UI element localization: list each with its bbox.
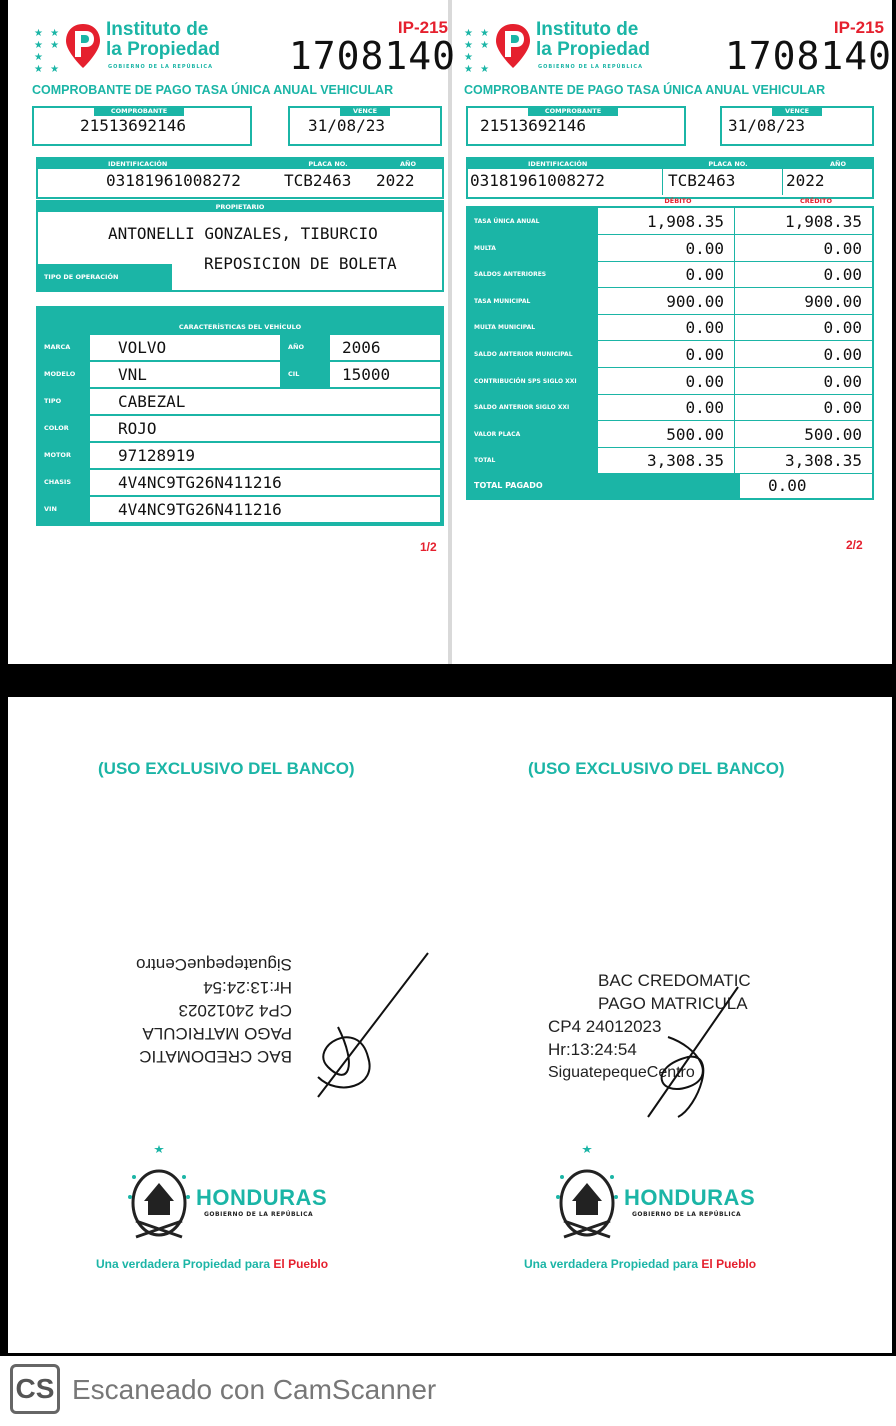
- amount-credito: 0.00: [823, 318, 862, 337]
- identificacion-value: 03181961008272: [106, 171, 241, 190]
- vehicle-row-label: CHASIS: [38, 469, 88, 496]
- honduras-brand-right: HONDURAS GOBIERNO DE LA REPÚBLICA: [546, 1141, 806, 1251]
- amount-credito: 0.00: [823, 239, 862, 258]
- amount-row-label: VALOR PLACA: [468, 421, 598, 448]
- comprobante-box: COMPROBANTE 21513692146: [32, 106, 252, 146]
- total-pagado-label: TOTAL PAGADO: [468, 474, 740, 498]
- propietario-value: ANTONELLI GONZALES, TIBURCIO: [108, 224, 378, 243]
- amount-debito: 0.00: [685, 345, 724, 364]
- vence-box: VENCE 31/08/23: [720, 106, 874, 146]
- amount-credito: 0.00: [823, 372, 862, 391]
- comprobante-value: 21513692146: [480, 116, 586, 135]
- amount-row-line: [598, 340, 872, 341]
- amount-debito: 1,908.35: [646, 212, 724, 231]
- receipt-front: [8, 0, 892, 664]
- amount-debito: 500.00: [666, 425, 724, 444]
- amount-debito: 0.00: [685, 239, 724, 258]
- signature-right: [628, 977, 748, 1127]
- page-indicator: 1/2: [420, 540, 437, 554]
- amount-row-line: [598, 367, 872, 368]
- vehicle-cil-value: 15000: [342, 365, 391, 384]
- slip-left: [8, 0, 456, 664]
- receipt-number: 1708140: [288, 34, 456, 78]
- amount-credito: 3,308.35: [784, 451, 862, 470]
- amount-row-label: SALDO ANTERIOR MUNICIPAL: [468, 341, 598, 368]
- identificacion-value: 03181961008272: [470, 171, 605, 190]
- ip-logo: [34, 18, 224, 78]
- signature-left: [298, 947, 438, 1107]
- coat-of-arms-icon: [552, 1141, 622, 1251]
- stars-icon: ★ ★ ★ ★ ★ ★ ★: [464, 28, 492, 75]
- anio-value: 2022: [376, 171, 415, 190]
- amounts-table: DÉBITO CRÉDITO TASA ÚNICA ANUAL 1,908.35 1,908.35 MULTA 0.00 0.00 SALDOS ANTERIORES 0.00 0.00 TASA MUNICIPAL 900.00 900.00 MULTA MUNICIPAL 0.00 0.00 SALDO ANTERIOR MUNICIPAL 0.00 0.00 CONTRIBUCIÓN SPS SIGLO XXI 0.00 0.00 SALDO ANTERIOR SIGLO XXI 0.00 0.00 VALOR PLACA 500.00 500.00 TOTAL 3,308.35 3,308.35 TOTAL PAGADO 0.00: [466, 206, 874, 500]
- amount-row-line: [598, 420, 872, 421]
- slogan-right: Una verdadera Propiedad para El Pueblo: [524, 1257, 757, 1271]
- amount-debito: 0.00: [685, 372, 724, 391]
- amount-credito: 900.00: [804, 292, 862, 311]
- amount-credito: 0.00: [823, 265, 862, 284]
- amount-row-line: [598, 261, 872, 262]
- vehicle-row-label: VIN: [38, 496, 88, 523]
- amount-row-line: [598, 394, 872, 395]
- vence-box: VENCE 31/08/23: [288, 106, 442, 146]
- camscanner-text: Escaneado con CamScanner: [72, 1374, 437, 1405]
- vehicle-row-value: 97128919: [118, 446, 196, 465]
- comprobante-value: 21513692146: [80, 116, 186, 135]
- gov-label: GOBIERNO DE LA REPÚBLICA: [538, 64, 643, 70]
- amount-debito: 0.00: [685, 318, 724, 337]
- vehicle-row-value: 4V4NC9TG26N411216: [118, 473, 282, 492]
- amount-credito: 0.00: [823, 398, 862, 417]
- gov-label: GOBIERNO DE LA REPÚBLICA: [108, 64, 213, 70]
- vehicle-row-label: TIPO: [38, 388, 88, 415]
- honduras-brand-left: HONDURAS GOBIERNO DE LA REPÚBLICA: [118, 1141, 378, 1251]
- id-box: IDENTIFICACIÓN PLACA NO. AÑO 03181961008272 TCB2463 2022: [466, 157, 874, 199]
- vehicle-row-label: MODELO: [38, 361, 88, 388]
- total-pagado-value: 0.00: [768, 476, 807, 495]
- vehicle-row-value: VOLVO: [118, 338, 167, 357]
- bank-stamp-right: BAC CREDOMATIC PAGO MATRICULA CP4 24012023 Hr:13:24:54 SiguatepequeCentro: [548, 971, 751, 1081]
- institute-name: Instituto de la Propiedad: [536, 19, 651, 60]
- amount-row-label: SALDOS ANTERIORES: [468, 261, 598, 288]
- amount-row-line: [598, 314, 872, 315]
- amount-row-line: [598, 287, 872, 288]
- camscanner-footer: [0, 1356, 896, 1426]
- coat-of-arms-icon: [124, 1141, 194, 1251]
- amount-credito: 0.00: [823, 345, 862, 364]
- amount-debito: 0.00: [685, 265, 724, 284]
- vehicle-row-label: MARCA: [38, 334, 88, 361]
- institute-name: Instituto de la Propiedad: [106, 19, 221, 60]
- stars-icon: ★ ★ ★ ★ ★ ★ ★: [34, 28, 62, 75]
- camscanner-logo-icon: CS: [10, 1364, 60, 1414]
- slip-divider: [448, 0, 452, 664]
- amount-row-line: [598, 447, 872, 448]
- vehicle-row-label: MOTOR: [38, 442, 88, 469]
- bank-only-label-right: (USO EXCLUSIVO DEL BANCO): [528, 759, 785, 778]
- bank-stamp-left: BAC CREDOMATIC PAGO MATRICULA CP4 24012023 Hr:13:24:54 SiguatepequeCentro: [136, 955, 292, 1066]
- form-code: IP-215: [397, 18, 448, 37]
- placa-value: TCB2463: [668, 171, 736, 190]
- vehicle-year-label: AÑO: [282, 334, 328, 361]
- vehicle-year-value: 2006: [342, 338, 381, 357]
- slip-right: [454, 0, 892, 664]
- vehicle-row-value: VNL: [118, 365, 147, 384]
- bank-only-label-left: (USO EXCLUSIVO DEL BANCO): [98, 759, 355, 778]
- amount-row-label: SALDO ANTERIOR SIGLO XXI: [468, 394, 598, 421]
- vence-value: 31/08/23: [728, 116, 806, 135]
- amount-debito: 3,308.35: [646, 451, 724, 470]
- amount-credito: 1,908.35: [784, 212, 862, 231]
- ip-pin-icon: [494, 22, 532, 70]
- vence-value: 31/08/23: [308, 116, 386, 135]
- anio-value: 2022: [786, 171, 825, 190]
- amount-debito: 900.00: [666, 292, 724, 311]
- amount-row-label: TASA MUNICIPAL: [468, 288, 598, 315]
- receipt-title: COMPROBANTE DE PAGO TASA ÚNICA ANUAL VEHICULAR: [32, 83, 394, 97]
- amount-credito: 500.00: [804, 425, 862, 444]
- vehicle-table: CARACTERÍSTICAS DEL VEHÍCULO MARCA VOLVO MODELO VNL TIPO CABEZAL COLOR ROJO MOTOR 97128919 CHASIS 4V4NC9TG26N411216 VIN 4V4NC9TG26N411216 AÑO 2006 CIL 15000: [36, 306, 444, 526]
- ip-logo: [464, 18, 654, 78]
- vehicle-row-value: 4V4NC9TG26N411216: [118, 500, 282, 519]
- vehicle-cil-label: CIL: [282, 361, 328, 388]
- receipt-title: COMPROBANTE DE PAGO TASA ÚNICA ANUAL VEHICULAR: [464, 83, 826, 97]
- vehicle-row-value: ROJO: [118, 419, 157, 438]
- receipt-number: 1708140: [724, 34, 892, 78]
- comprobante-box: COMPROBANTE 21513692146: [466, 106, 686, 146]
- slogan-left: Una verdadera Propiedad para El Pueblo: [96, 1257, 329, 1271]
- receipt-back: [8, 697, 892, 1353]
- vehicle-row-value: CABEZAL: [118, 392, 186, 411]
- amount-row-label: TOTAL: [468, 447, 598, 474]
- amount-row-label: MULTA MUNICIPAL: [468, 314, 598, 341]
- propietario-box: PROPIETARIO ANTONELLI GONZALES, TIBURCIO REPOSICION DE BOLETA TIPO DE OPERACIÓN: [36, 200, 444, 292]
- amount-row-label: MULTA: [468, 235, 598, 262]
- tipo-operacion-value: REPOSICION DE BOLETA: [204, 254, 397, 273]
- placa-value: TCB2463: [284, 171, 352, 190]
- page-indicator: 2/2: [846, 538, 863, 552]
- amount-row-line: [598, 234, 872, 235]
- amount-row-label: TASA ÚNICA ANUAL: [468, 208, 598, 235]
- id-box: IDENTIFICACIÓN PLACA NO. AÑO 03181961008272 TCB2463 2022: [36, 157, 444, 199]
- ip-pin-icon: [64, 22, 102, 70]
- amount-debito: 0.00: [685, 398, 724, 417]
- amount-column-separator: [734, 208, 735, 498]
- form-code: IP-215: [833, 18, 884, 37]
- amount-row-label: CONTRIBUCIÓN SPS SIGLO XXI: [468, 368, 598, 395]
- vehicle-row-label: COLOR: [38, 415, 88, 442]
